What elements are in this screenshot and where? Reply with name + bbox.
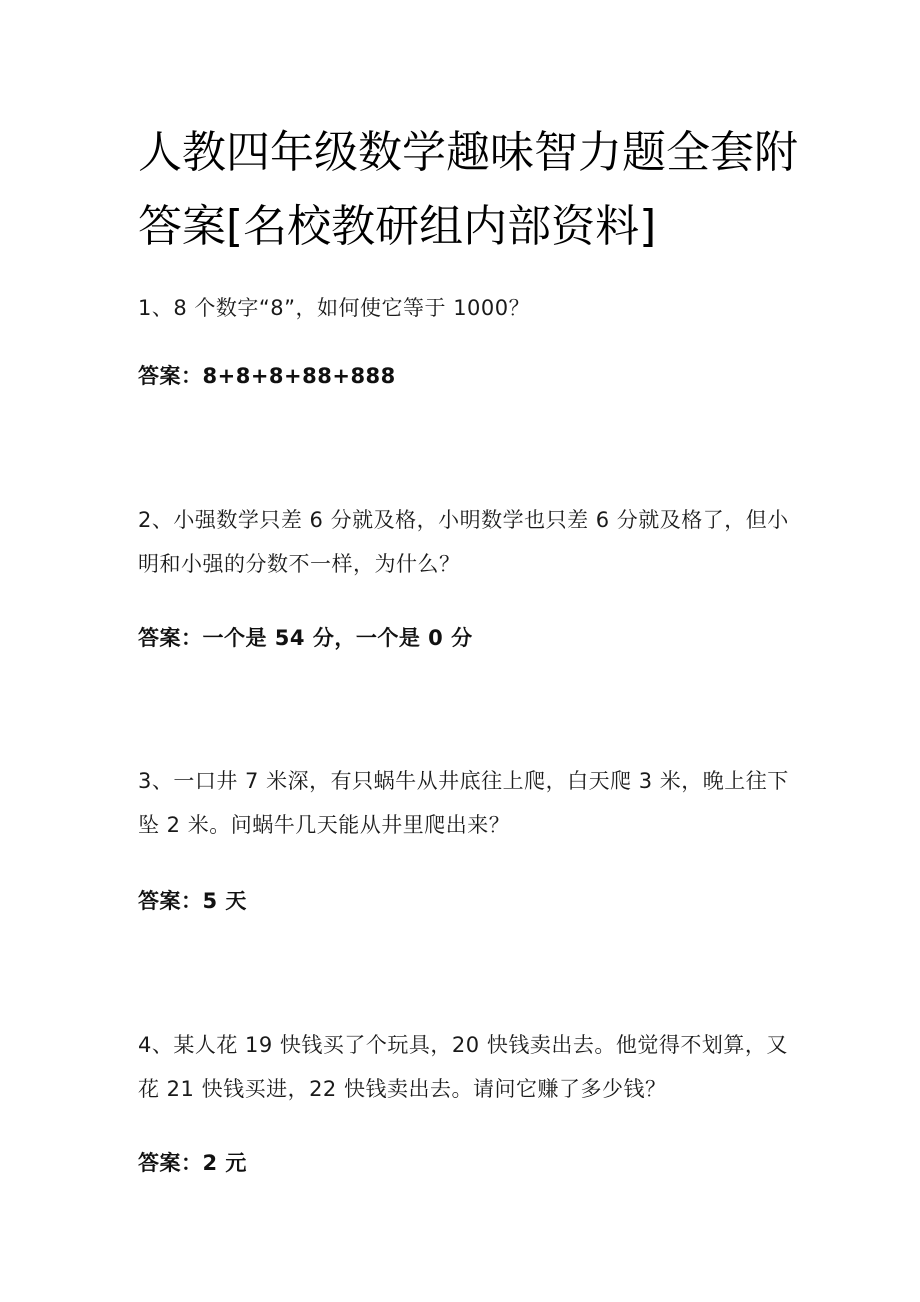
question-1: 1、8 个数字“8”，如何使它等于 1000？: [138, 296, 531, 320]
question-2: 2、小强数学只差 6 分就及格，小明数学也只差 6 分就及格了，但小明和小强的分数不一样，为什么？: [138, 508, 789, 576]
answer-3: 答案：5 天: [138, 889, 247, 913]
answer-1: 答案：8+8+8+88+888: [138, 364, 396, 388]
question-3: 3、一口井 7 米深，有只蜗牛从井底往上爬，白天爬 3 米，晚上往下坠 2 米。问蜗牛几天能从井里爬出来？: [138, 769, 789, 837]
answer-2: 答案：一个是 54 分，一个是 0 分: [138, 626, 473, 650]
document-title: 人教四年级数学趣味智力题全套附答案[名校教研组内部资料]: [138, 127, 798, 252]
answer-4: 答案：2 元: [138, 1151, 247, 1175]
question-4: 4、某人花 19 快钱买了个玩具，20 快钱卖出去。他觉得不划算，又花 21 快钱买进，22 快钱卖出去。请问它赚了多少钱？: [138, 1033, 788, 1101]
